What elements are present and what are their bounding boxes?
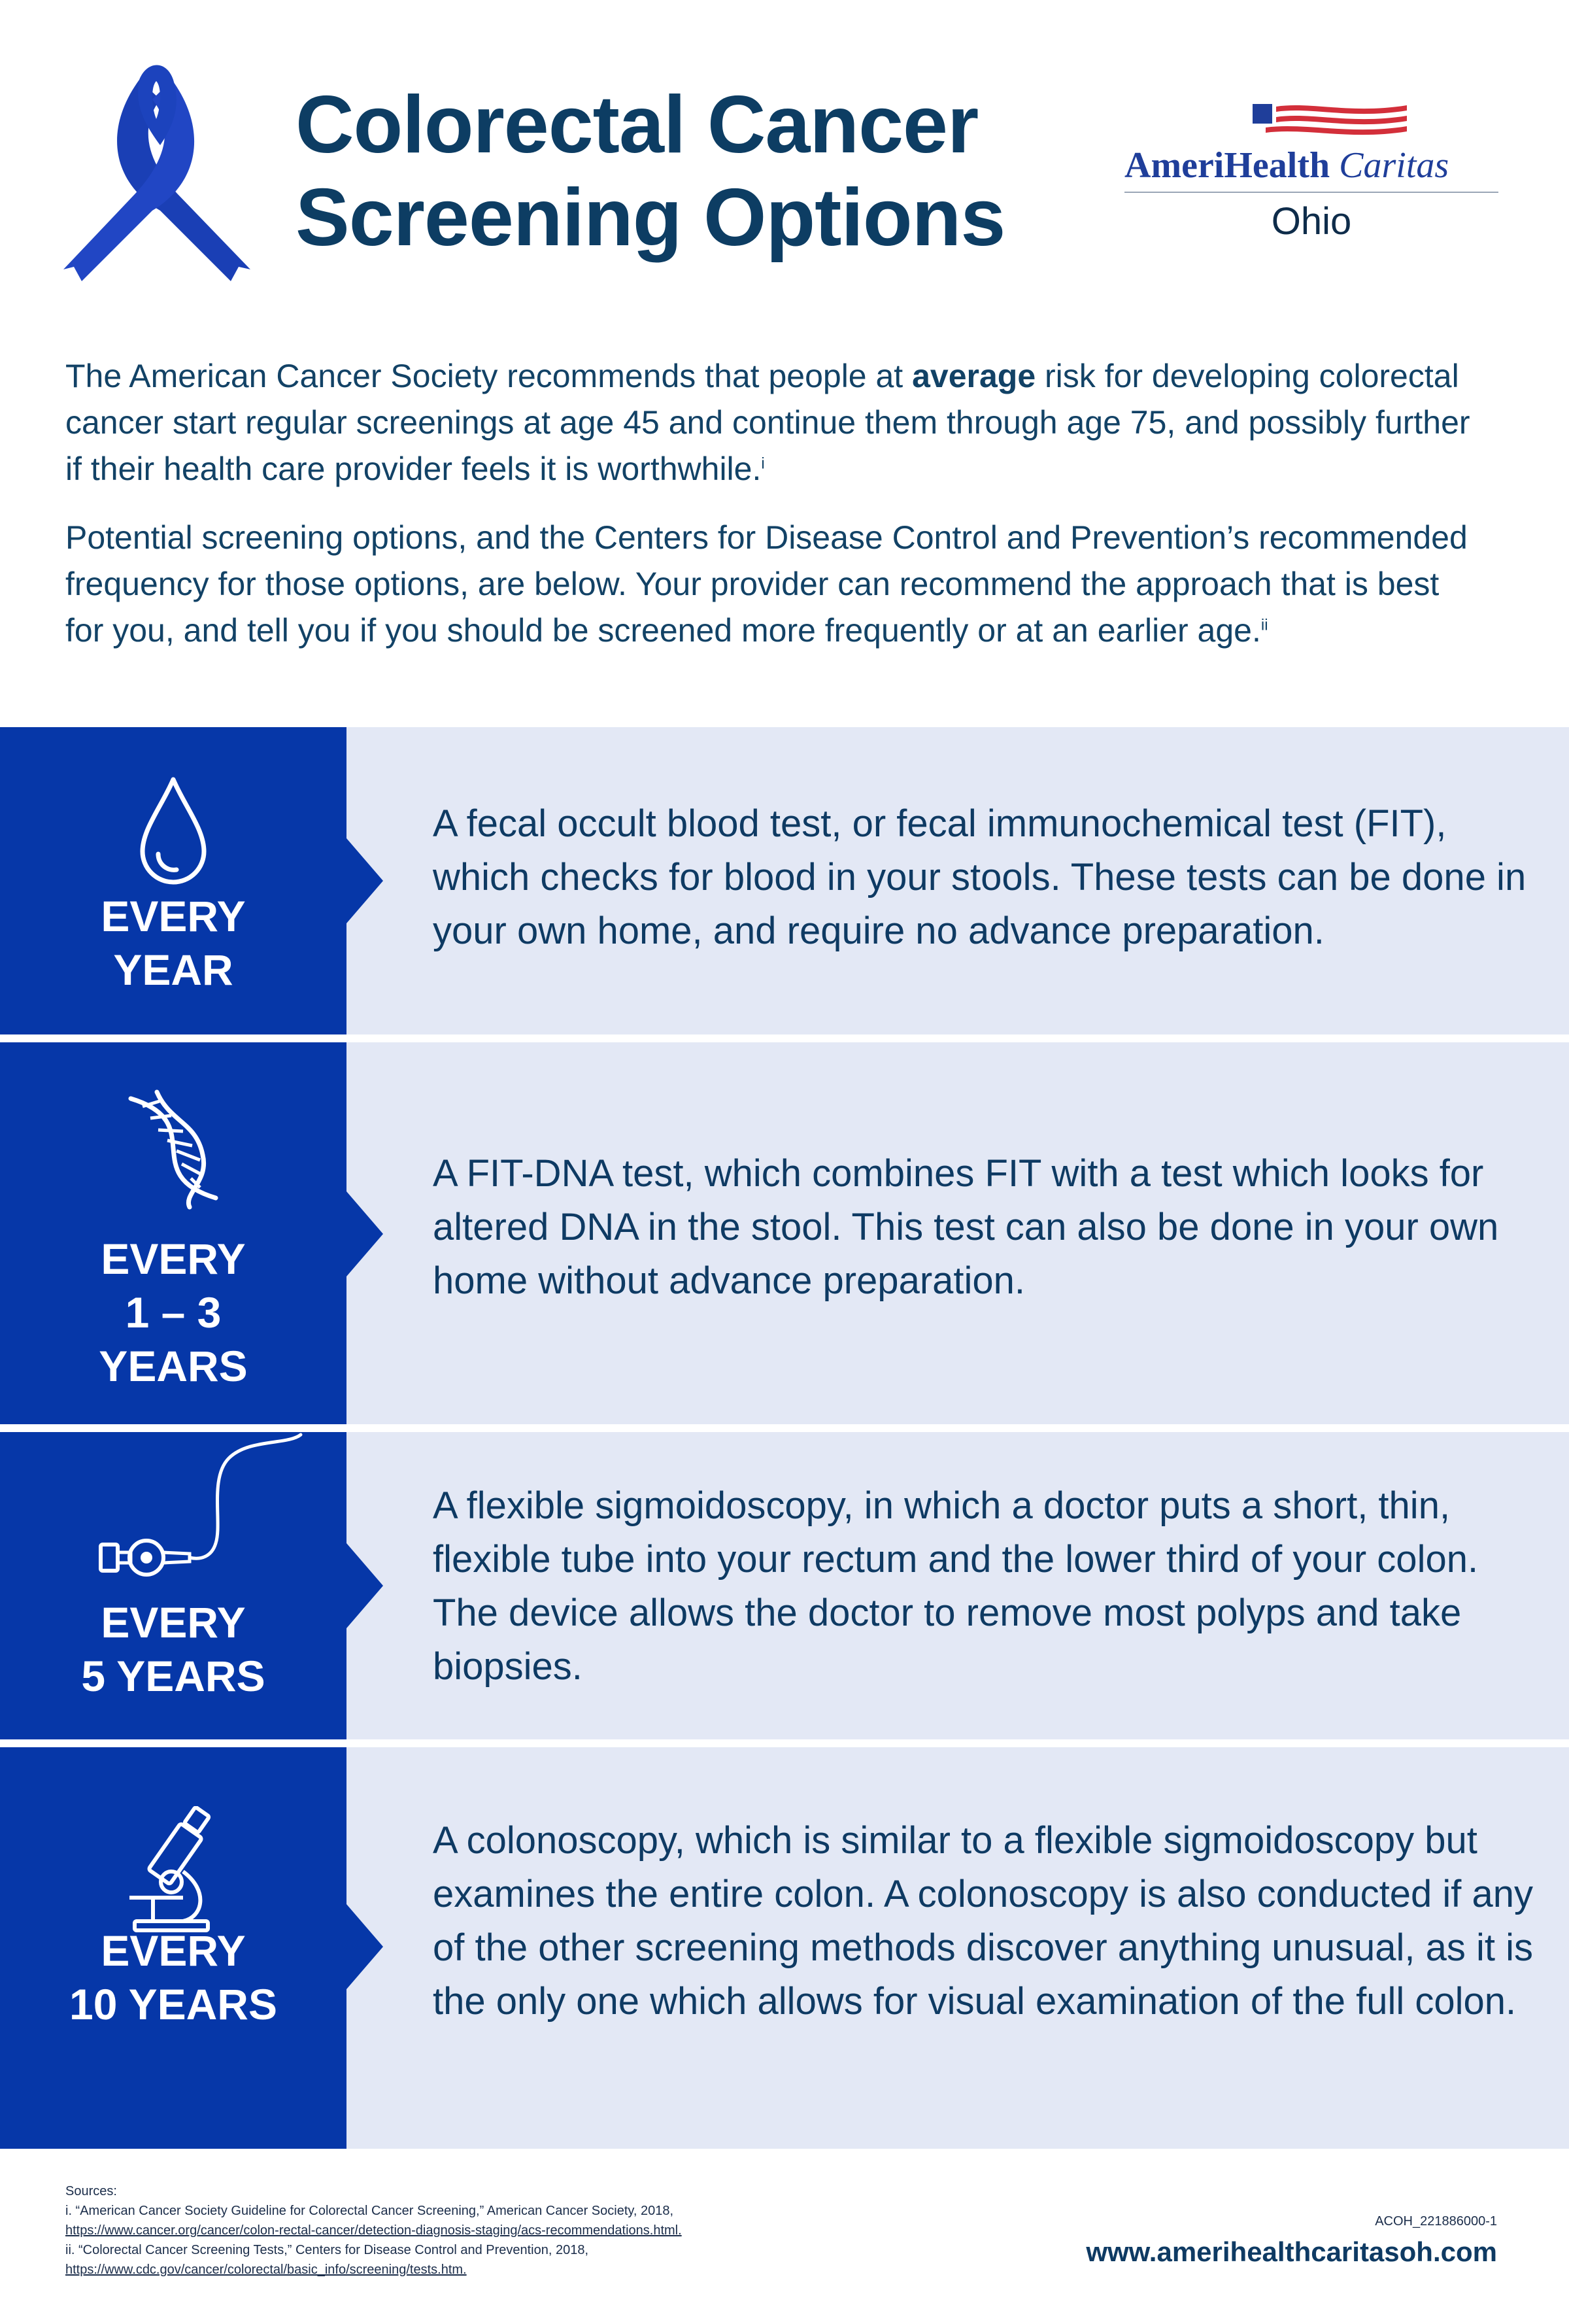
- flag-icon: [1253, 101, 1407, 138]
- document-code: ACOH_221886000-1: [1375, 2214, 1497, 2229]
- logo-region: Ohio: [1271, 200, 1352, 243]
- dna-icon: [85, 1083, 262, 1214]
- drop-icon: [85, 766, 262, 897]
- intro-paragraph-2: Potential screening options, and the Centers for Disease Control and Prevention’s recommended frequency for those options, are below. Your provider can recommend the approach that is best for you, and tell you if you should be screened more frequently or at an earlier age.$^{ii}$: [65, 519, 1468, 649]
- website-link[interactable]: www.amerihealthcaritasoh.com: [1086, 2236, 1497, 2267]
- frequency-label: EVERY 5 YEARS: [81, 1598, 265, 1700]
- sources: [65, 2181, 883, 2280]
- logo-divider: [1124, 192, 1498, 193]
- source-2: ii. “Colorectal Cancer Screening Tests,” Centers for Disease Control and Prevention, 2018,: [65, 2243, 589, 2257]
- page-title: [295, 78, 1080, 264]
- frequency-label: EVERY YEAR: [101, 892, 246, 994]
- amerihealth-caritas-logo: [1124, 101, 1510, 252]
- frequency-label: EVERY 1 – 3 YEARS: [99, 1235, 248, 1390]
- option-description: A FIT-DNA test, which combines FIT with a test which looks for altered DNA in the stool. This test can also be done in your own home without advance preparation.: [433, 1152, 1499, 1302]
- microscope-icon: [85, 1806, 262, 1937]
- source-1-link[interactable]: https://www.cancer.org/cancer/colon-rectal-cancer/detection-diagnosis-staging/acs-recommendations.html.: [65, 2223, 682, 2238]
- title-line-1: Colorectal Cancer: [295, 80, 979, 170]
- option-row-every-10-years: [0, 1747, 1569, 2149]
- awareness-ribbon-icon: [62, 54, 252, 296]
- option-row-every-year: [0, 727, 1569, 1034]
- intro-text: [65, 353, 1471, 676]
- option-row-every-1-3-years: [0, 1042, 1569, 1424]
- logo-brand: AmeriHealth Caritas: [1124, 145, 1449, 186]
- option-description: A fecal occult blood test, or fecal immunochemical test (FIT), which checks for blood in your stools. These tests can be done in your own home, and require no advance preparation.: [433, 802, 1527, 952]
- frequency-label: EVERY 10 YEARS: [69, 1926, 277, 2028]
- title-line-2: Screening Options: [295, 173, 1005, 263]
- option-description: A colonoscopy, which is similar to a flexible sigmoidoscopy but examines the entire colon. A colonoscopy is also conducted if any of the other screening methods discover anything unusual, as it is the only one which allows for visual examination of the full colon.: [433, 1819, 1534, 2023]
- source-2-link[interactable]: https://www.cdc.gov/cancer/colorectal/basic_info/screening/tests.htm.: [65, 2263, 467, 2277]
- source-1: i. “American Cancer Society Guideline for Colorectal Cancer Screening,” American Cancer Society, 2018,: [65, 2204, 674, 2218]
- option-description: A flexible sigmoidoscopy, in which a doctor puts a short, thin, flexible tube into your rectum and the lower third of your colon. The device allows the doctor to remove most polyps and take biopsies.: [433, 1484, 1479, 1688]
- sources-label: Sources:: [65, 2184, 117, 2198]
- option-row-every-5-years: [0, 1432, 1569, 1739]
- endoscope-icon: [92, 1432, 307, 1596]
- intro-paragraph-1: The American Cancer Society recommends that people at average risk for developing colorectal cancer start regular screenings at age 45 and continue them through age 75, and possibly further if their health care provider feels it is worthwhile.$^i$: [65, 358, 1470, 487]
